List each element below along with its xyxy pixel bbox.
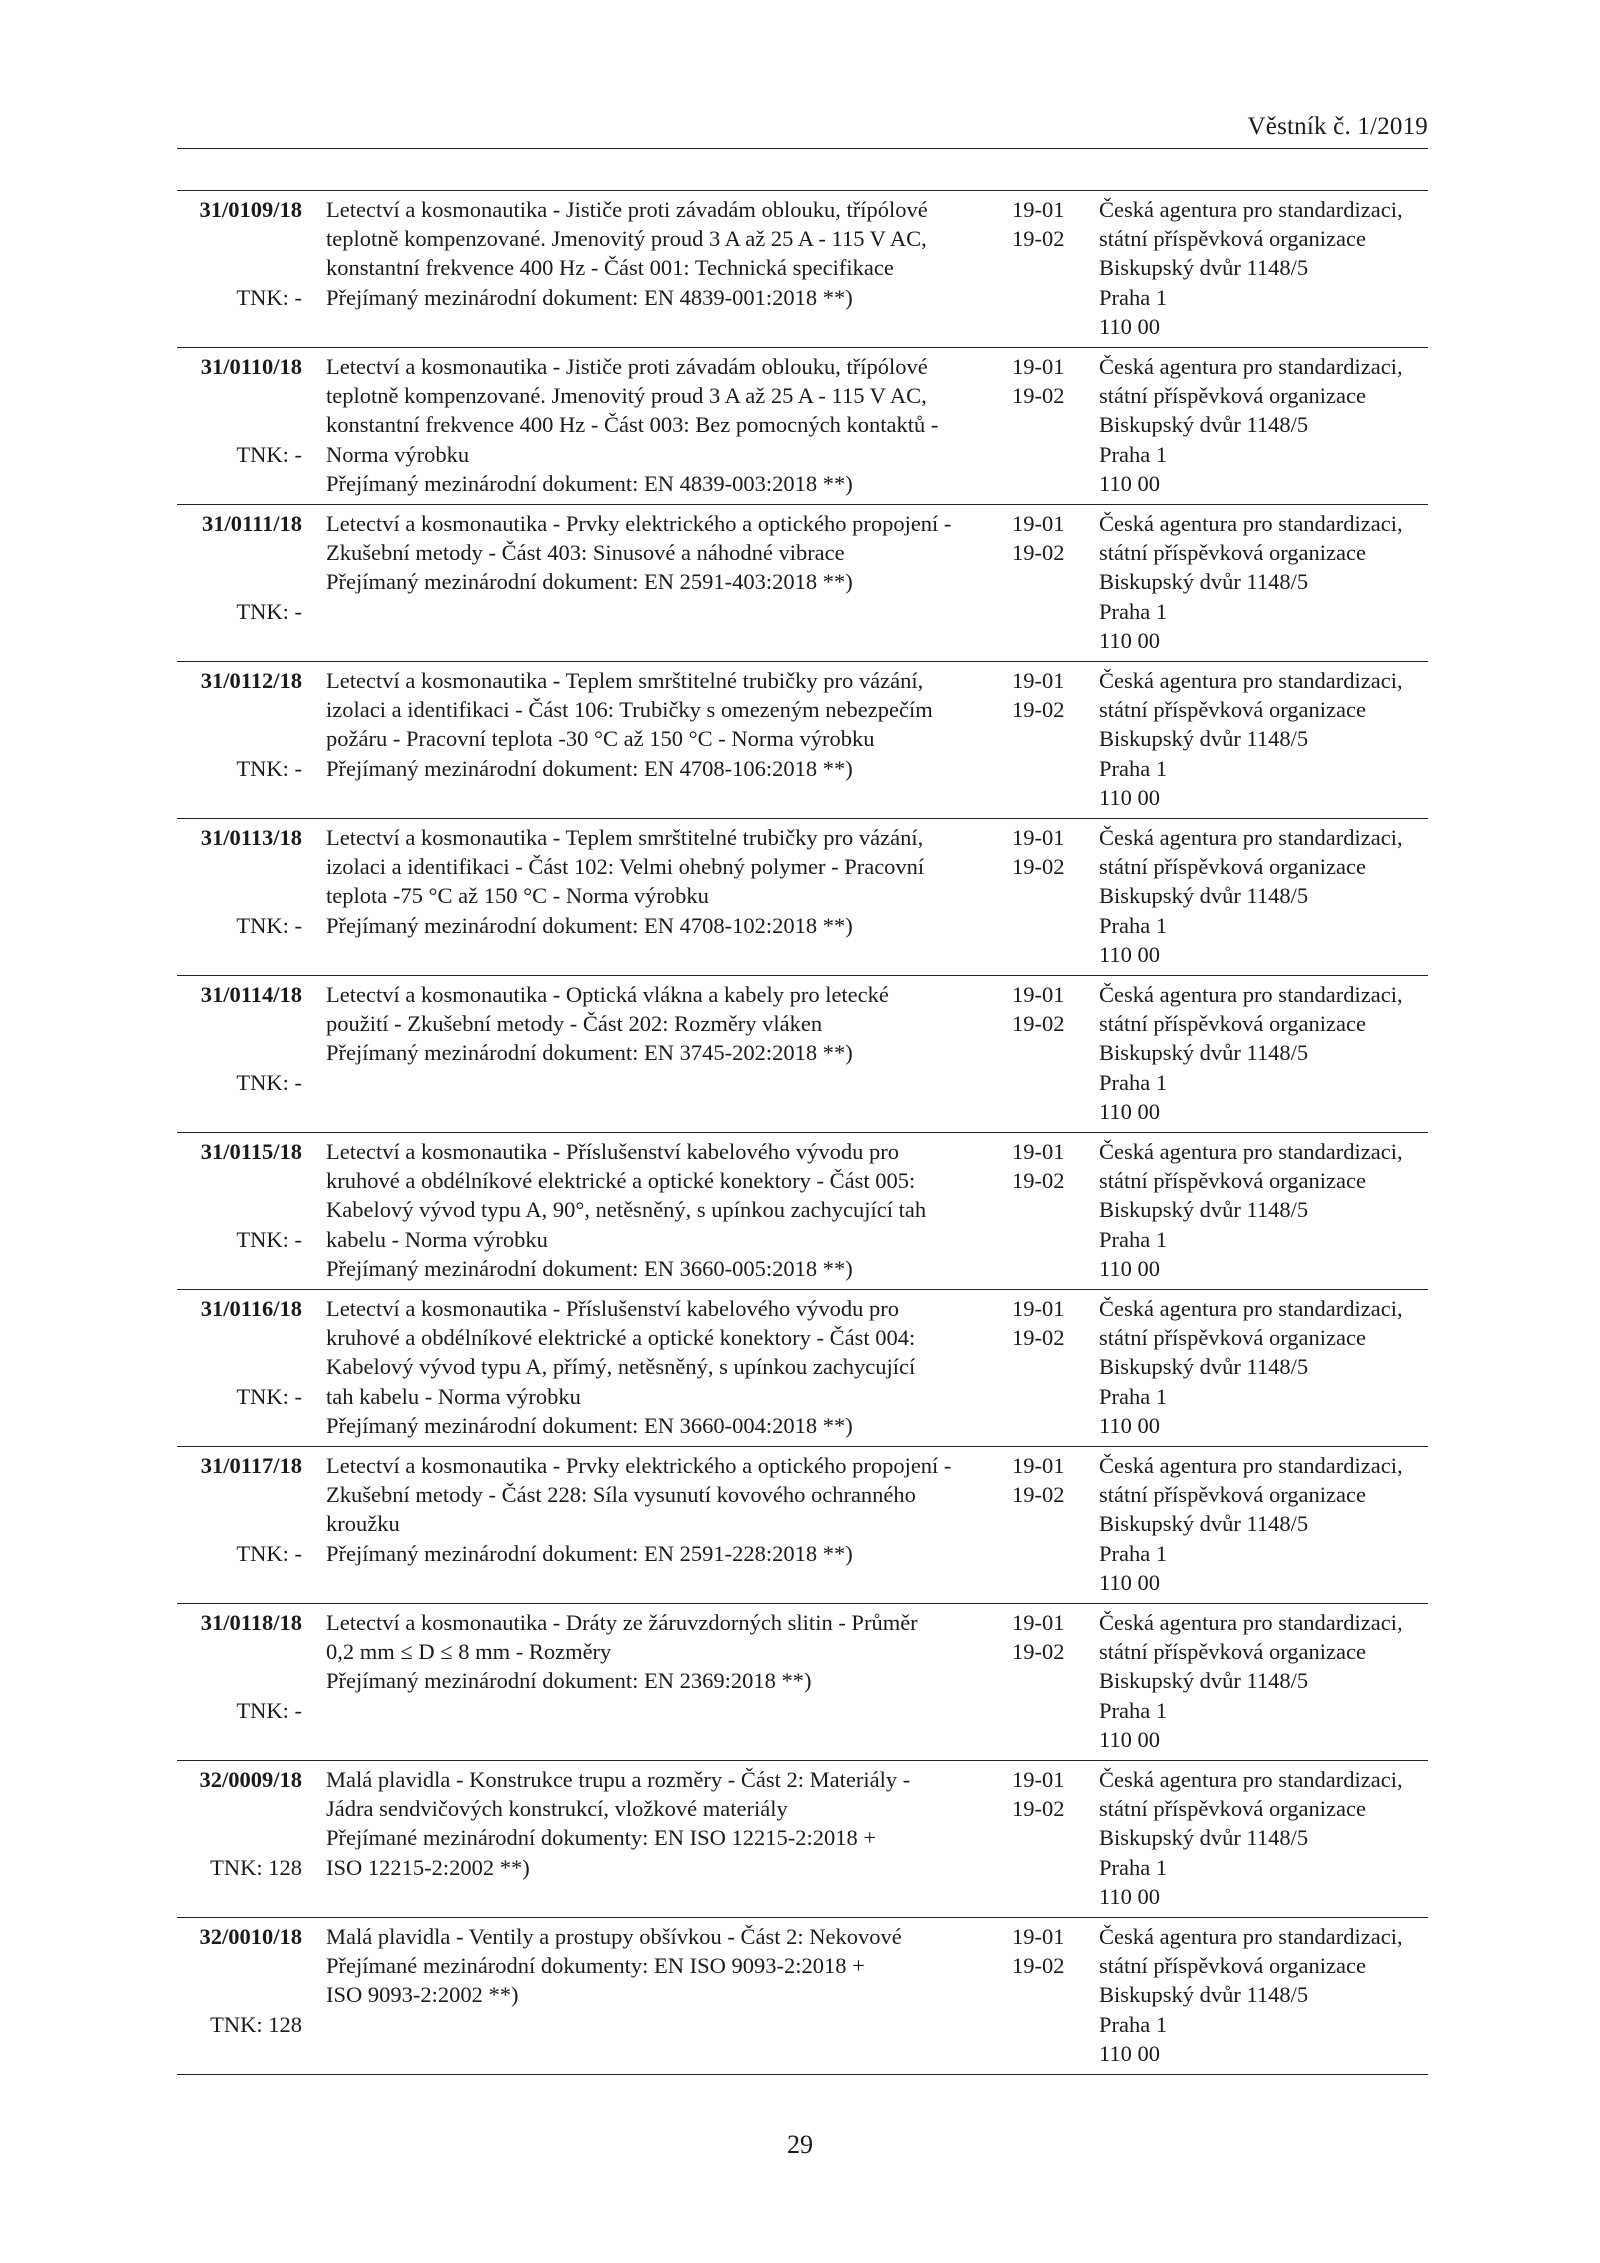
organization-line: Česká agentura pro standardizaci, xyxy=(1099,1767,1403,1792)
code-line: 19-01 xyxy=(1012,1924,1065,1949)
description-line: ISO 12215-2:2002 **) xyxy=(326,1854,530,1880)
entry-tnk: TNK: - xyxy=(236,1383,302,1409)
code-line: 19-02 xyxy=(1012,226,1065,252)
description-line: kruhové a obdélníkové elektrické a optické konektory - Část 004: xyxy=(326,1325,916,1351)
entry-codes xyxy=(1012,1922,1082,1980)
description-line: Letectví a kosmonautika - Jističe proti závadám oblouku, třípólové xyxy=(326,354,928,379)
organization-line: Biskupský dvůr 1148/5 xyxy=(1099,1982,1309,2008)
entry-tnk: TNK: - xyxy=(236,1069,302,1095)
description-line: Přejímané mezinárodní dokumenty: EN ISO 12215-2:2018 + xyxy=(326,1825,877,1851)
journal-title: Věstník č. 1/2019 xyxy=(1247,113,1428,140)
description-line: Přejímaný mezinárodní dokument: EN 4708-102:2018 **) xyxy=(326,912,853,938)
description-line: tah kabelu - Norma výrobku xyxy=(326,1383,581,1409)
organization-line: 110 00 xyxy=(1099,1412,1161,1438)
description-line: Malá plavidla - Ventily a prostupy obšívkou - Část 2: Nekovové xyxy=(326,1924,902,1949)
code-line: 19-02 xyxy=(1012,1168,1065,1194)
entry-number: 31/0117/18 xyxy=(200,1453,302,1478)
entry-number: 31/0113/18 xyxy=(200,825,302,850)
organization-line: 110 00 xyxy=(1099,470,1161,496)
organization-line: Česká agentura pro standardizaci, xyxy=(1099,197,1403,222)
description-line: Letectví a kosmonautika - Příslušenství kabelového vývodu pro xyxy=(326,1296,900,1321)
organization-line: Praha 1 xyxy=(1099,1697,1168,1723)
entry-organization xyxy=(1099,1922,1429,2068)
organization-line: Praha 1 xyxy=(1099,2011,1168,2037)
organization-line: Biskupský dvůr 1148/5 xyxy=(1099,1197,1309,1223)
code-line: 19-02 xyxy=(1012,540,1065,566)
entry-description xyxy=(326,1922,966,2010)
entry-organization xyxy=(1099,980,1429,1126)
organization-line: státní příspěvková organizace xyxy=(1099,1953,1366,1979)
organization-line: 110 00 xyxy=(1099,941,1161,967)
organization-line: státní příspěvková organizace xyxy=(1099,540,1366,566)
description-line: kroužku xyxy=(326,1511,400,1537)
organization-line: Praha 1 xyxy=(1099,755,1168,781)
description-line: požáru - Pracovní teplota -30 °C až 150 °C - Norma výrobku xyxy=(326,726,875,752)
description-line: Letectví a kosmonautika - Teplem smrštitelné trubičky pro vázání, xyxy=(326,668,924,693)
code-line: 19-02 xyxy=(1012,1011,1065,1037)
standard-entry xyxy=(177,1918,1428,2075)
entry-id-column xyxy=(177,1451,302,1599)
entry-codes xyxy=(1012,352,1082,410)
description-line: Letectví a kosmonautika - Teplem smrštitelné trubičky pro vázání, xyxy=(326,825,924,850)
code-line: 19-01 xyxy=(1012,1453,1065,1478)
entry-number: 31/0110/18 xyxy=(200,354,302,379)
description-line: konstantní frekvence 400 Hz - Část 003: Bez pomocných kontaktů - xyxy=(326,412,939,438)
organization-line: 110 00 xyxy=(1099,1098,1161,1124)
organization-line: Biskupský dvůr 1148/5 xyxy=(1099,412,1309,438)
organization-line: Biskupský dvůr 1148/5 xyxy=(1099,1511,1309,1537)
organization-line: Biskupský dvůr 1148/5 xyxy=(1099,1668,1309,1694)
organization-line: Česká agentura pro standardizaci, xyxy=(1099,825,1403,850)
entry-id-column xyxy=(177,823,302,971)
entry-tnk: TNK: - xyxy=(236,1540,302,1566)
organization-line: 110 00 xyxy=(1099,1726,1161,1752)
entry-description xyxy=(326,352,966,498)
entry-id-column xyxy=(177,1765,302,1913)
entry-id-column xyxy=(177,352,302,500)
entry-id-column xyxy=(177,666,302,814)
organization-line: 110 00 xyxy=(1099,627,1161,653)
code-line: 19-01 xyxy=(1012,354,1065,379)
entry-number: 31/0109/18 xyxy=(199,197,302,222)
organization-line: 110 00 xyxy=(1099,2040,1161,2066)
entry-organization xyxy=(1099,823,1429,969)
organization-line: Praha 1 xyxy=(1099,1854,1168,1880)
entry-number: 31/0112/18 xyxy=(200,668,302,693)
description-line: Přejímaný mezinárodní dokument: EN 3660-005:2018 **) xyxy=(326,1255,853,1281)
entry-description xyxy=(326,1451,966,1568)
entry-codes xyxy=(1012,195,1082,253)
entry-description xyxy=(326,1137,966,1283)
organization-line: Praha 1 xyxy=(1099,1383,1168,1409)
entry-number: 31/0115/18 xyxy=(200,1139,302,1164)
organization-line: Česká agentura pro standardizaci, xyxy=(1099,1296,1403,1321)
description-line: Zkušební metody - Část 228: Síla vysunutí kovového ochranného xyxy=(326,1482,916,1508)
description-line: Přejímaný mezinárodní dokument: EN 2369:2018 **) xyxy=(326,1668,812,1694)
entry-description xyxy=(326,823,966,940)
organization-line: Praha 1 xyxy=(1099,1540,1168,1566)
code-line: 19-01 xyxy=(1012,825,1065,850)
organization-line: státní příspěvková organizace xyxy=(1099,1011,1366,1037)
organization-line: Česká agentura pro standardizaci, xyxy=(1099,668,1403,693)
entry-organization xyxy=(1099,352,1429,498)
organization-line: Praha 1 xyxy=(1099,284,1168,310)
organization-line: 110 00 xyxy=(1099,1255,1161,1281)
entry-number: 31/0114/18 xyxy=(200,982,302,1007)
entry-codes xyxy=(1012,509,1082,567)
description-line: Letectví a kosmonautika - Dráty ze žáruvzdorných slitin - Průměr xyxy=(326,1610,918,1635)
standard-entry xyxy=(177,976,1428,1133)
entry-id-column xyxy=(177,1922,302,2070)
code-line: 19-01 xyxy=(1012,982,1065,1007)
entry-organization xyxy=(1099,1451,1429,1597)
description-line: Letectví a kosmonautika - Příslušenství kabelového vývodu pro xyxy=(326,1139,900,1164)
organization-line: státní příspěvková organizace xyxy=(1099,1639,1366,1665)
description-line: Kabelový vývod typu A, přímý, netěsněný, s upínkou zachycující xyxy=(326,1354,916,1380)
organization-line: státní příspěvková organizace xyxy=(1099,1796,1366,1822)
code-line: 19-01 xyxy=(1012,1139,1065,1164)
entry-tnk: TNK: - xyxy=(236,1697,302,1723)
entry-tnk: TNK: 128 xyxy=(210,2011,302,2037)
organization-line: Praha 1 xyxy=(1099,912,1168,938)
entry-id-column xyxy=(177,1137,302,1285)
organization-line: státní příspěvková organizace xyxy=(1099,383,1366,409)
entry-codes xyxy=(1012,666,1082,724)
description-line: 0,2 mm ≤ D ≤ 8 mm - Rozměry xyxy=(326,1639,612,1665)
standard-entry xyxy=(177,1761,1428,1918)
standard-entry xyxy=(177,1290,1428,1447)
entry-number: 31/0111/18 xyxy=(201,511,302,536)
entry-description xyxy=(326,195,966,312)
organization-line: státní příspěvková organizace xyxy=(1099,1168,1366,1194)
code-line: 19-02 xyxy=(1012,1325,1065,1351)
organization-line: Česká agentura pro standardizaci, xyxy=(1099,1139,1403,1164)
organization-line: 110 00 xyxy=(1099,784,1161,810)
organization-line: Biskupský dvůr 1148/5 xyxy=(1099,255,1309,281)
entry-codes xyxy=(1012,1608,1082,1666)
description-line: kabelu - Norma výrobku xyxy=(326,1226,548,1252)
description-line: Letectví a kosmonautika - Prvky elektrického a optického propojení - xyxy=(326,511,952,536)
code-line: 19-01 xyxy=(1012,1767,1065,1792)
entry-id-column xyxy=(177,980,302,1128)
entry-description xyxy=(326,980,966,1068)
description-line: Přejímaný mezinárodní dokument: EN 2591-403:2018 **) xyxy=(326,569,853,595)
entry-organization xyxy=(1099,666,1429,812)
entry-number: 32/0009/18 xyxy=(199,1767,302,1792)
organization-line: Česká agentura pro standardizaci, xyxy=(1099,1610,1403,1635)
code-line: 19-02 xyxy=(1012,1482,1065,1508)
description-line: Malá plavidla - Konstrukce trupu a rozměry - Část 2: Materiály - xyxy=(326,1767,911,1792)
description-line: Přejímaný mezinárodní dokument: EN 3745-202:2018 **) xyxy=(326,1040,853,1066)
entry-description xyxy=(326,1608,966,1696)
description-line: Přejímaný mezinárodní dokument: EN 2591-228:2018 **) xyxy=(326,1540,853,1566)
entry-number: 31/0116/18 xyxy=(200,1296,302,1321)
entry-codes xyxy=(1012,823,1082,881)
organization-line: Biskupský dvůr 1148/5 xyxy=(1099,1354,1309,1380)
entry-codes xyxy=(1012,1294,1082,1352)
organization-line: státní příspěvková organizace xyxy=(1099,226,1366,252)
entry-tnk: TNK: - xyxy=(236,598,302,624)
standard-entry xyxy=(177,1604,1428,1761)
description-line: Letectví a kosmonautika - Prvky elektrického a optického propojení - xyxy=(326,1453,952,1478)
organization-line: Česká agentura pro standardizaci, xyxy=(1099,982,1403,1007)
entry-description xyxy=(326,509,966,597)
organization-line: Biskupský dvůr 1148/5 xyxy=(1099,726,1309,752)
entry-id-column xyxy=(177,1294,302,1442)
description-line: Přejímaný mezinárodní dokument: EN 4708-106:2018 **) xyxy=(326,755,853,781)
organization-line: Biskupský dvůr 1148/5 xyxy=(1099,1040,1309,1066)
code-line: 19-02 xyxy=(1012,1639,1065,1665)
description-line: teplotně kompenzované. Jmenovitý proud 3 A až 25 A - 115 V AC, xyxy=(326,383,927,409)
entry-codes xyxy=(1012,1451,1082,1509)
description-line: izolaci a identifikaci - Část 102: Velmi ohebný polymer - Pracovní xyxy=(326,854,925,880)
organization-line: Česká agentura pro standardizaci, xyxy=(1099,1924,1403,1949)
entry-organization xyxy=(1099,1765,1429,1911)
description-line: kruhové a obdélníkové elektrické a optické konektory - Část 005: xyxy=(326,1168,916,1194)
entry-description xyxy=(326,1294,966,1440)
standard-entry xyxy=(177,1133,1428,1290)
organization-line: 110 00 xyxy=(1099,1569,1161,1595)
entry-tnk: TNK: - xyxy=(236,441,302,467)
organization-line: Praha 1 xyxy=(1099,441,1168,467)
description-line: Přejímaný mezinárodní dokument: EN 4839-003:2018 **) xyxy=(326,470,853,496)
code-line: 19-02 xyxy=(1012,854,1065,880)
description-line: Norma výrobku xyxy=(326,441,470,467)
entry-number: 31/0118/18 xyxy=(200,1610,302,1635)
code-line: 19-01 xyxy=(1012,1296,1065,1321)
description-line: Zkušební metody - Část 403: Sinusové a náhodné vibrace xyxy=(326,540,845,566)
entry-id-column xyxy=(177,1608,302,1756)
organization-line: Česká agentura pro standardizaci, xyxy=(1099,354,1403,379)
entry-codes xyxy=(1012,980,1082,1038)
entry-organization xyxy=(1099,195,1429,341)
description-line: Jádra sendvičových konstrukcí, vložkové materiály xyxy=(326,1796,788,1822)
description-line: Letectví a kosmonautika - Optická vlákna a kabely pro letecké xyxy=(326,982,889,1007)
code-line: 19-02 xyxy=(1012,697,1065,723)
entry-organization xyxy=(1099,1608,1429,1754)
entry-number: 32/0010/18 xyxy=(199,1924,302,1949)
standard-entry xyxy=(177,819,1428,976)
entry-organization xyxy=(1099,1137,1429,1283)
entry-id-column xyxy=(177,509,302,657)
description-line: izolaci a identifikaci - Část 106: Trubičky s omezeným nebezpečím xyxy=(326,697,933,723)
entry-id-column xyxy=(177,195,302,343)
organization-line: Praha 1 xyxy=(1099,598,1168,624)
organization-line: Praha 1 xyxy=(1099,1226,1168,1252)
standards-list xyxy=(177,190,1428,2075)
organization-line: Biskupský dvůr 1148/5 xyxy=(1099,569,1309,595)
entry-description xyxy=(326,1765,966,1882)
organization-line: Česká agentura pro standardizaci, xyxy=(1099,511,1403,536)
organization-line: 110 00 xyxy=(1099,313,1161,339)
entry-organization xyxy=(1099,1294,1429,1440)
standard-entry xyxy=(177,191,1428,348)
entry-codes xyxy=(1012,1765,1082,1823)
code-line: 19-01 xyxy=(1012,511,1065,536)
description-line: konstantní frekvence 400 Hz - Část 001: Technická specifikace xyxy=(326,255,894,281)
entry-tnk: TNK: - xyxy=(236,912,302,938)
standard-entry xyxy=(177,662,1428,819)
code-line: 19-01 xyxy=(1012,668,1065,693)
standard-entry xyxy=(177,348,1428,505)
entry-tnk: TNK: 128 xyxy=(210,1854,302,1880)
organization-line: Praha 1 xyxy=(1099,1069,1168,1095)
description-line: Kabelový vývod typu A, 90°, netěsněný, s upínkou zachycující tah xyxy=(326,1197,927,1223)
organization-line: Biskupský dvůr 1148/5 xyxy=(1099,1825,1309,1851)
description-line: Přejímaný mezinárodní dokument: EN 3660-004:2018 **) xyxy=(326,1412,853,1438)
standard-entry xyxy=(177,505,1428,662)
organization-line: Biskupský dvůr 1148/5 xyxy=(1099,883,1309,909)
description-line: teplota -75 °C až 150 °C - Norma výrobku xyxy=(326,883,709,909)
page-number: 29 xyxy=(787,2130,813,2159)
organization-line: státní příspěvková organizace xyxy=(1099,854,1366,880)
code-line: 19-02 xyxy=(1012,383,1065,409)
organization-line: státní příspěvková organizace xyxy=(1099,697,1366,723)
entry-codes xyxy=(1012,1137,1082,1195)
standard-entry xyxy=(177,1447,1428,1604)
entry-tnk: TNK: - xyxy=(236,755,302,781)
code-line: 19-01 xyxy=(1012,1610,1065,1635)
entry-organization xyxy=(1099,509,1429,655)
code-line: 19-02 xyxy=(1012,1953,1065,1979)
entry-tnk: TNK: - xyxy=(236,1226,302,1252)
organization-line: státní příspěvková organizace xyxy=(1099,1482,1366,1508)
organization-line: státní příspěvková organizace xyxy=(1099,1325,1366,1351)
description-line: teplotně kompenzované. Jmenovitý proud 3 A až 25 A - 115 V AC, xyxy=(326,226,927,252)
entry-description xyxy=(326,666,966,783)
organization-line: Česká agentura pro standardizaci, xyxy=(1099,1453,1403,1478)
description-line: Letectví a kosmonautika - Jističe proti závadám oblouku, třípólové xyxy=(326,197,928,222)
description-line: Přejímaný mezinárodní dokument: EN 4839-001:2018 **) xyxy=(326,284,853,310)
code-line: 19-02 xyxy=(1012,1796,1065,1822)
entry-tnk: TNK: - xyxy=(236,284,302,310)
page-header xyxy=(177,112,1428,149)
description-line: Přejímané mezinárodní dokumenty: EN ISO 9093-2:2018 + xyxy=(326,1953,865,1979)
description-line: ISO 9093-2:2002 **) xyxy=(326,1982,519,2008)
code-line: 19-01 xyxy=(1012,197,1065,222)
organization-line: 110 00 xyxy=(1099,1883,1161,1909)
description-line: použití - Zkušební metody - Část 202: Rozměry vláken xyxy=(326,1011,823,1037)
